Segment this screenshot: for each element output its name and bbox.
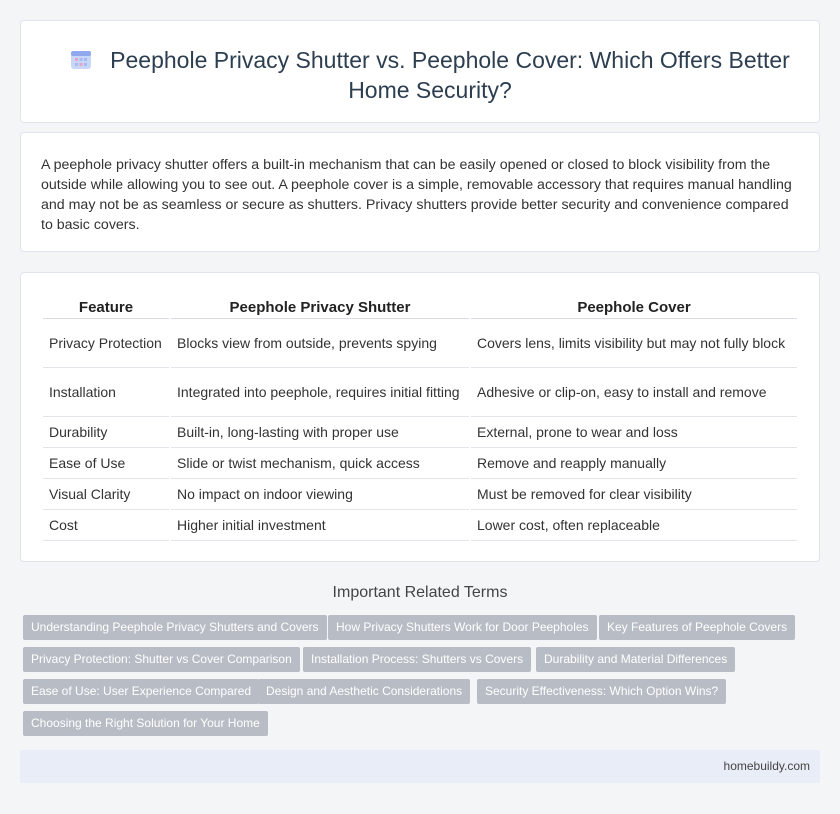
related-tag[interactable]: How Privacy Shutters Work for Door Peepholes	[328, 615, 597, 640]
table-cell: Adhesive or clip-on, easy to install and remove	[471, 368, 797, 417]
table-cell: Lower cost, often replaceable	[471, 510, 797, 541]
comparison-table	[41, 291, 799, 541]
table-cell: Built-in, long-lasting with proper use	[171, 417, 469, 448]
footer-site[interactable]: homebuildy.com	[723, 759, 810, 773]
related-tag[interactable]: Ease of Use: User Experience Compared	[23, 679, 259, 704]
table-row	[43, 319, 797, 368]
summary-text: A peephole privacy shutter offers a built-in mechanism that can be easily opened or closed to block visibility from the outside while allowing you to see out. A peephole cover is a simple, removable accessory that requires manual handling and may not be as seamless or secure as shutters. Privacy shutters provide better security and convenience compared to basic covers.	[41, 157, 792, 233]
footer	[20, 750, 820, 783]
table-row	[43, 368, 797, 417]
related-tag[interactable]: Design and Aesthetic Considerations	[258, 679, 470, 704]
page-title-text: Peephole Privacy Shutter vs. Peephole Cover: Which Offers Better Home Security?	[110, 47, 790, 103]
table-cell: Must be removed for clear visibility	[471, 479, 797, 510]
table-header-row	[43, 291, 797, 319]
table-cell: External, prone to wear and loss	[471, 417, 797, 448]
header-shutter: Peephole Privacy Shutter	[171, 291, 469, 319]
table-cell: Integrated into peephole, requires initial fitting	[171, 368, 469, 417]
related-tag[interactable]: Key Features of Peephole Covers	[599, 615, 795, 640]
table-cell: Installation	[43, 368, 169, 417]
table-row	[43, 510, 797, 541]
summary-card	[20, 132, 820, 252]
table-cell: Durability	[43, 417, 169, 448]
title-card	[20, 20, 820, 123]
header-feature: Feature	[43, 291, 169, 319]
table-row	[43, 448, 797, 479]
related-tag[interactable]: Understanding Peephole Privacy Shutters and Covers	[23, 615, 327, 640]
table-cell: Visual Clarity	[43, 479, 169, 510]
table-cell: Blocks view from outside, prevents spying	[171, 319, 469, 368]
table-row	[43, 417, 797, 448]
table-cell: No impact on indoor viewing	[171, 479, 469, 510]
table-row	[43, 479, 797, 510]
table-cell: Slide or twist mechanism, quick access	[171, 448, 469, 479]
related-terms-title: Important Related Terms	[332, 584, 508, 601]
table-cell: Cost	[43, 510, 169, 541]
table-cell: Privacy Protection	[43, 319, 169, 368]
header-cover: Peephole Cover	[471, 291, 797, 319]
table-cell: Covers lens, limits visibility but may not fully block	[471, 319, 797, 368]
page-title	[61, 45, 799, 105]
calendar-icon	[70, 48, 92, 70]
related-tag[interactable]: Choosing the Right Solution for Your Home	[23, 711, 268, 736]
related-tag[interactable]: Durability and Material Differences	[536, 647, 735, 672]
table-cell: Remove and reapply manually	[471, 448, 797, 479]
related-tag[interactable]: Installation Process: Shutters vs Covers	[303, 647, 531, 672]
related-tag[interactable]: Security Effectiveness: Which Option Wins?	[477, 679, 726, 704]
table-cell: Higher initial investment	[171, 510, 469, 541]
table-cell: Ease of Use	[43, 448, 169, 479]
related-tag[interactable]: Privacy Protection: Shutter vs Cover Comparison	[23, 647, 300, 672]
title-wrap	[61, 45, 799, 105]
comparison-table-card	[20, 272, 820, 562]
